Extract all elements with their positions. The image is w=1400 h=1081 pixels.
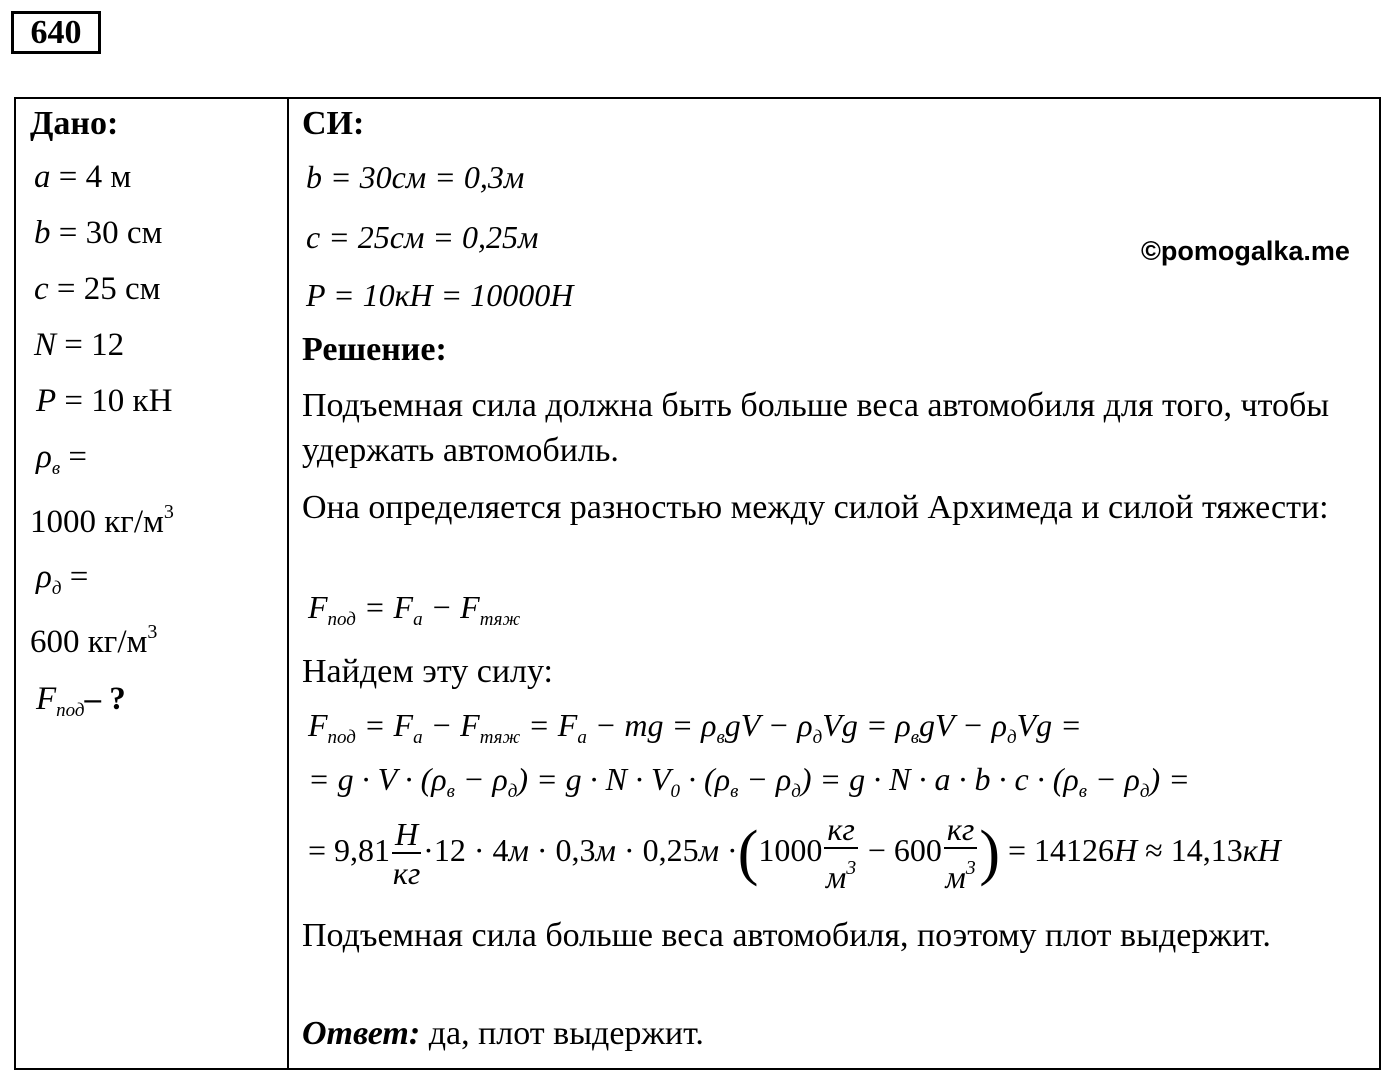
given-n: N = 12 <box>34 327 125 363</box>
formula-derivation-1: $F_{под} = F_a - F_{тяж} = F_a$ − mg = $\rho_вgV - \rho_дVg = \rho_вgV - \rho_дVg$ = <box>308 707 1082 748</box>
column-divider <box>287 99 289 1068</box>
given-p: P = 10 кН <box>36 383 173 419</box>
watermark: ©pomogalka.me <box>1141 236 1350 266</box>
solution-paragraph-2: Она определяется разностью между силой Архимеда и силой тяжести: <box>302 489 1329 526</box>
given-column <box>16 99 286 1068</box>
solution-paragraph-4: Подъемная сила больше веса автомобиля, поэтому плот выдержит. <box>302 917 1271 954</box>
answer-text: да, плот выдержит. <box>420 1015 704 1052</box>
si-heading: СИ: <box>302 105 365 142</box>
formula-lift-force: $F_{под} = F_a - F_{тяж}$ <box>308 589 521 630</box>
given-rho-v: $\rho_в$ = <box>36 439 87 479</box>
given-c: c = 25 см <box>34 271 161 307</box>
formula-calculation: = 9,81 $\frac{Н}{кг}$ ·12 · 4м · 0,3м · 0,25м ·(1000 $\frac{кг}{м^3}$ − 600 $\frac{кг}{м^3}$ ) = 14126Н ≈ 14,13кН <box>308 811 1281 895</box>
given-heading: Дано: <box>30 105 119 142</box>
given-a: a = 4 м <box>34 159 132 195</box>
formula-derivation-2: = $g \cdot V \cdot (\rho_в - \rho_д) = g \cdot N \cdot V_0 \cdot (\rho_в - \rho_д) = g \cdot N \cdot a \cdot b \cdot c \cdot (\rho_в - \rho_д)$ = <box>308 761 1190 802</box>
given-rho-d-value: 600 $кг/м^3$ <box>30 621 158 660</box>
si-c: c = 25см = 0,25м <box>306 219 539 255</box>
solution-heading: Решение: <box>302 331 447 368</box>
si-b: b = 30см = 0,3м <box>306 159 525 195</box>
si-p: P = 10кН = 10000Н <box>306 277 574 313</box>
answer-label: Ответ: <box>302 1015 421 1052</box>
solution-paragraph-3: Найдем эту силу: <box>302 653 553 690</box>
solution-paragraph-1: Подъемная сила должна быть больше веса автомобиля для того, чтобы удержать автомобиль. <box>302 387 1330 469</box>
given-rho-v-value: 1000 $кг/м^3$ <box>30 501 174 540</box>
given-b: b = 30 см <box>34 215 163 251</box>
given-rho-d: $\rho_д$ = <box>36 559 89 599</box>
answer-line <box>302 1011 704 1056</box>
problem-number: 640 <box>11 11 101 54</box>
given-find: $F_{под}-$ ? <box>36 681 126 721</box>
